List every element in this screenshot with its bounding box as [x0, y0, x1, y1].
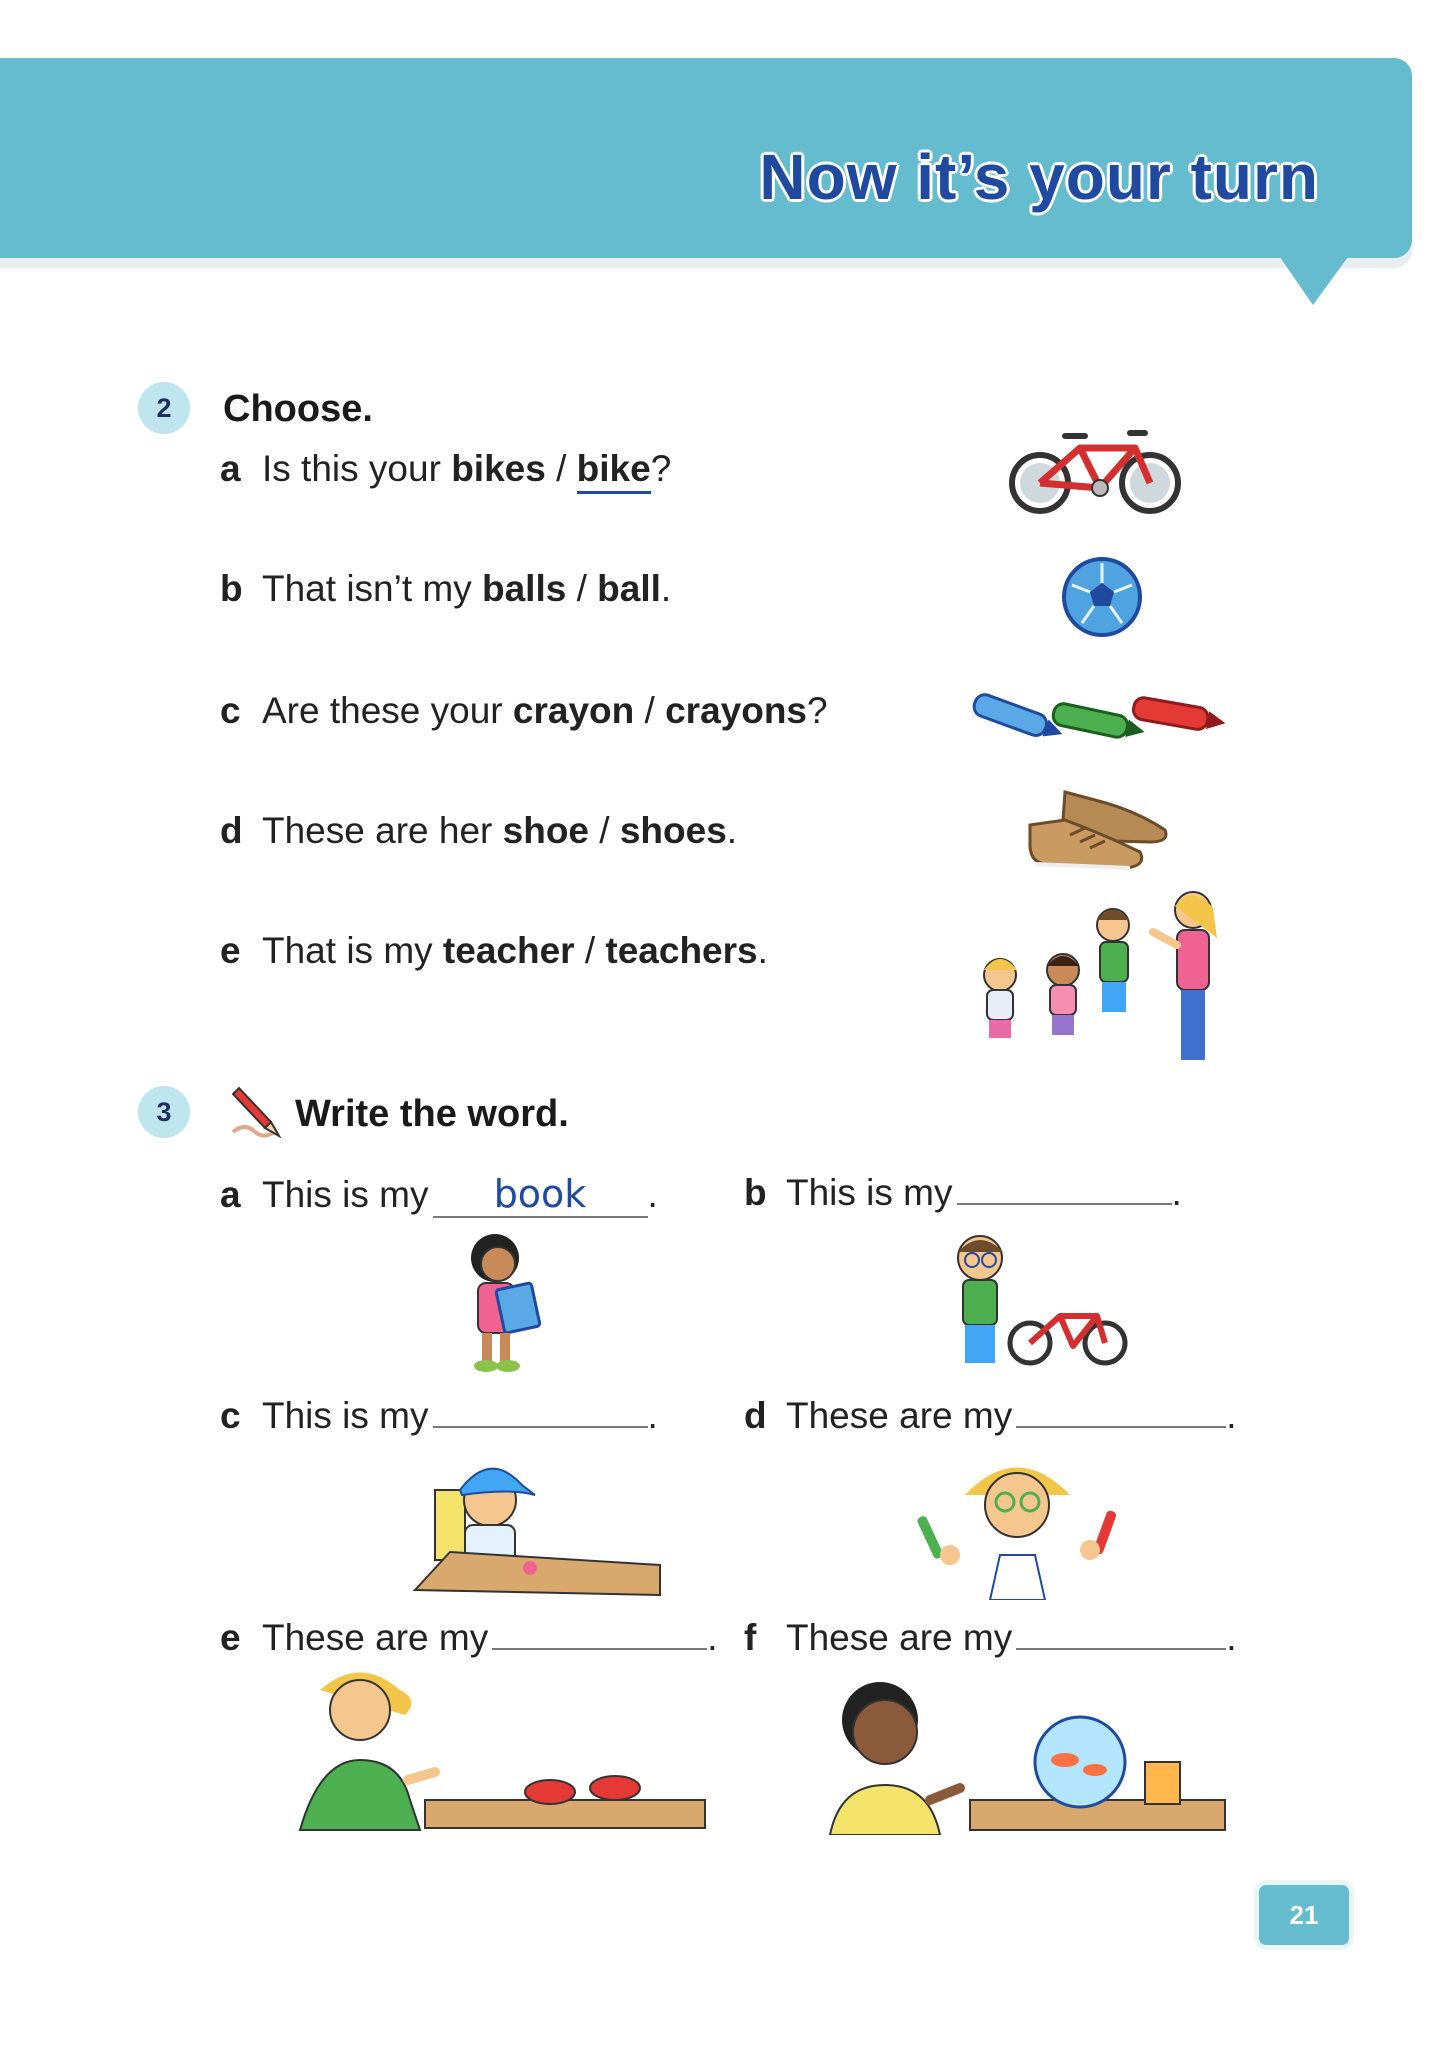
item-text: This is my: [262, 1174, 429, 1215]
option-1[interactable]: teacher: [442, 930, 575, 971]
boy-with-fish-illustration: [810, 1670, 1230, 1835]
exercise-number-badge: 2: [138, 382, 190, 434]
item-letter: c: [220, 1395, 241, 1436]
item-text: This is my: [786, 1172, 953, 1213]
bicycle-icon: [1005, 418, 1185, 523]
item-text: That is my: [262, 930, 443, 971]
girl-with-shoes-illustration: [290, 1660, 710, 1835]
answer-blank[interactable]: [1016, 1396, 1226, 1428]
option-1[interactable]: bikes: [451, 448, 546, 489]
shoes-icon: [1025, 780, 1175, 880]
option-separator: /: [574, 930, 606, 971]
answer-blank[interactable]: [433, 1396, 648, 1428]
item-punctuation: .: [660, 568, 672, 609]
item-letter: a: [220, 1174, 241, 1215]
page-number-badge: 21: [1254, 1880, 1354, 1950]
teacher-and-children-illustration: [955, 890, 1245, 1070]
item-letter: f: [744, 1617, 757, 1658]
choice-item-e: [220, 930, 768, 972]
speech-bubble-tail: [1275, 250, 1353, 305]
option-separator: /: [545, 448, 577, 489]
item-letter: a: [220, 448, 241, 489]
item-punctuation: .: [647, 1174, 658, 1215]
exercise-number-badge: 3: [138, 1086, 190, 1138]
pencil-writing-icon: [225, 1082, 285, 1144]
girl-with-book-illustration: [450, 1228, 550, 1378]
item-letter: b: [220, 568, 243, 609]
item-punctuation: .: [757, 930, 768, 971]
write-item-a: [220, 1172, 658, 1218]
option-separator: /: [634, 690, 666, 731]
answer-blank[interactable]: [957, 1173, 1172, 1205]
item-text: These are my: [786, 1395, 1013, 1436]
choice-item-d: [220, 810, 737, 852]
item-text: These are my: [786, 1617, 1013, 1658]
write-item-d: [744, 1395, 1236, 1437]
page-title: Now it’s your turn: [759, 141, 1319, 213]
option-1[interactable]: shoe: [502, 810, 589, 851]
item-punctuation: .: [1226, 1395, 1237, 1436]
option-1[interactable]: crayon: [512, 690, 635, 731]
answer-blank[interactable]: [433, 1172, 648, 1218]
option-2[interactable]: teachers: [605, 930, 758, 971]
answer-blank[interactable]: [1016, 1618, 1226, 1650]
choice-item-a: [220, 448, 671, 490]
item-letter: e: [220, 1617, 241, 1658]
choice-item-c: [220, 690, 828, 732]
item-text: Are these your: [262, 690, 513, 731]
ball-icon: [1060, 555, 1145, 640]
option-separator: /: [566, 568, 598, 609]
item-punctuation: ?: [650, 448, 672, 489]
option-separator: /: [589, 810, 620, 851]
written-answer: book: [493, 1172, 587, 1216]
boy-with-bike-illustration: [925, 1228, 1135, 1378]
option-2[interactable]: crayons: [665, 690, 808, 731]
item-text: That isn’t my: [262, 568, 482, 609]
item-punctuation: .: [1171, 1172, 1182, 1213]
item-punctuation: .: [726, 810, 738, 851]
write-item-f: [744, 1617, 1236, 1659]
option-2-selected[interactable]: bike: [577, 448, 651, 494]
item-text: These are my: [262, 1617, 489, 1658]
exercise-instruction: Write the word.: [295, 1093, 569, 1135]
item-text: These are her: [262, 810, 503, 851]
item-punctuation: .: [647, 1395, 658, 1436]
write-item-e: [220, 1617, 717, 1659]
exercise-instruction: Choose.: [223, 388, 373, 430]
item-text: Is this your: [262, 448, 452, 489]
item-letter: d: [220, 810, 243, 851]
crayons-icon: [968, 685, 1230, 755]
choice-item-b: [220, 568, 671, 610]
answer-blank[interactable]: [492, 1618, 707, 1650]
item-letter: b: [744, 1172, 767, 1213]
item-punctuation: .: [707, 1617, 718, 1658]
item-punctuation: .: [1226, 1617, 1237, 1658]
option-2[interactable]: shoes: [619, 810, 727, 851]
boy-at-desk-illustration: [410, 1440, 665, 1605]
item-text: This is my: [262, 1395, 429, 1436]
item-letter: c: [220, 690, 241, 731]
item-letter: e: [220, 930, 241, 971]
girl-with-crayons-illustration: [910, 1450, 1125, 1600]
option-1[interactable]: balls: [482, 568, 567, 609]
item-letter: d: [744, 1395, 767, 1436]
write-item-b: [744, 1172, 1182, 1214]
option-2[interactable]: ball: [597, 568, 661, 609]
write-item-c: [220, 1395, 658, 1437]
item-punctuation: ?: [807, 690, 828, 731]
